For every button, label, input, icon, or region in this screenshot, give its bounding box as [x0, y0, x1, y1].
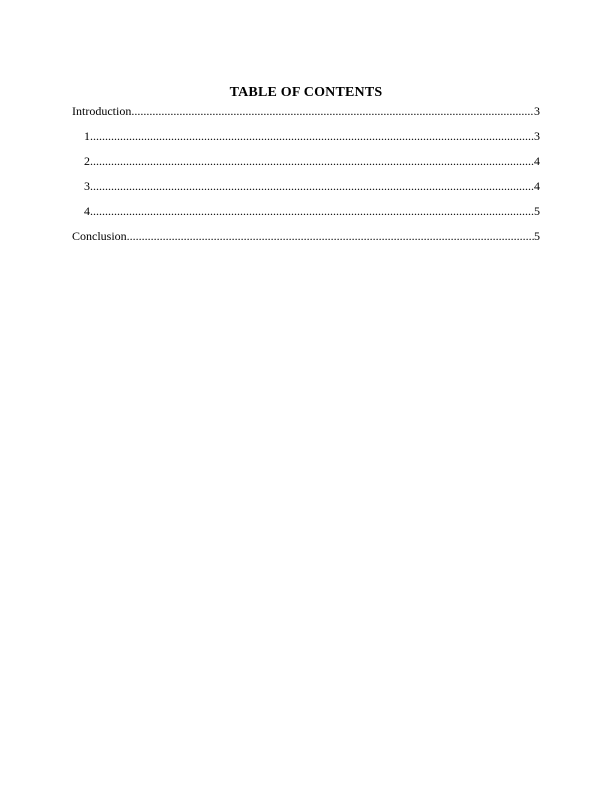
- dot-leader: [131, 104, 534, 118]
- toc-entry: [72, 104, 540, 118]
- toc-entry-page: 4: [534, 154, 540, 168]
- toc-entry-label: Conclusion: [72, 229, 127, 243]
- toc-entry-page: 4: [534, 179, 540, 193]
- dot-leader: [90, 129, 534, 143]
- dot-leader: [90, 154, 534, 168]
- toc-entry-page: 3: [534, 104, 540, 118]
- toc-entry-label: Introduction: [72, 104, 132, 118]
- toc-entry: [72, 129, 540, 143]
- toc-entry-page: 5: [534, 229, 540, 243]
- dot-leader: [127, 229, 534, 243]
- toc-entry-label: 2: [84, 154, 90, 168]
- page-content: [72, 85, 540, 254]
- toc-entry: [72, 179, 540, 193]
- dot-leader: [90, 204, 534, 218]
- toc-entry: [72, 204, 540, 218]
- dot-leader: [90, 179, 534, 193]
- page-title: TABLE OF CONTENTS: [229, 85, 383, 100]
- toc-entry: [72, 229, 540, 243]
- toc-entry-label: 3: [84, 179, 90, 193]
- toc-entry-page: 5: [534, 204, 540, 218]
- toc-entry-label: 1: [84, 129, 90, 143]
- toc-entry-label: 4: [84, 204, 90, 218]
- toc-list: [72, 104, 540, 243]
- toc-entry-page: 3: [534, 129, 540, 143]
- toc-entry: [72, 154, 540, 168]
